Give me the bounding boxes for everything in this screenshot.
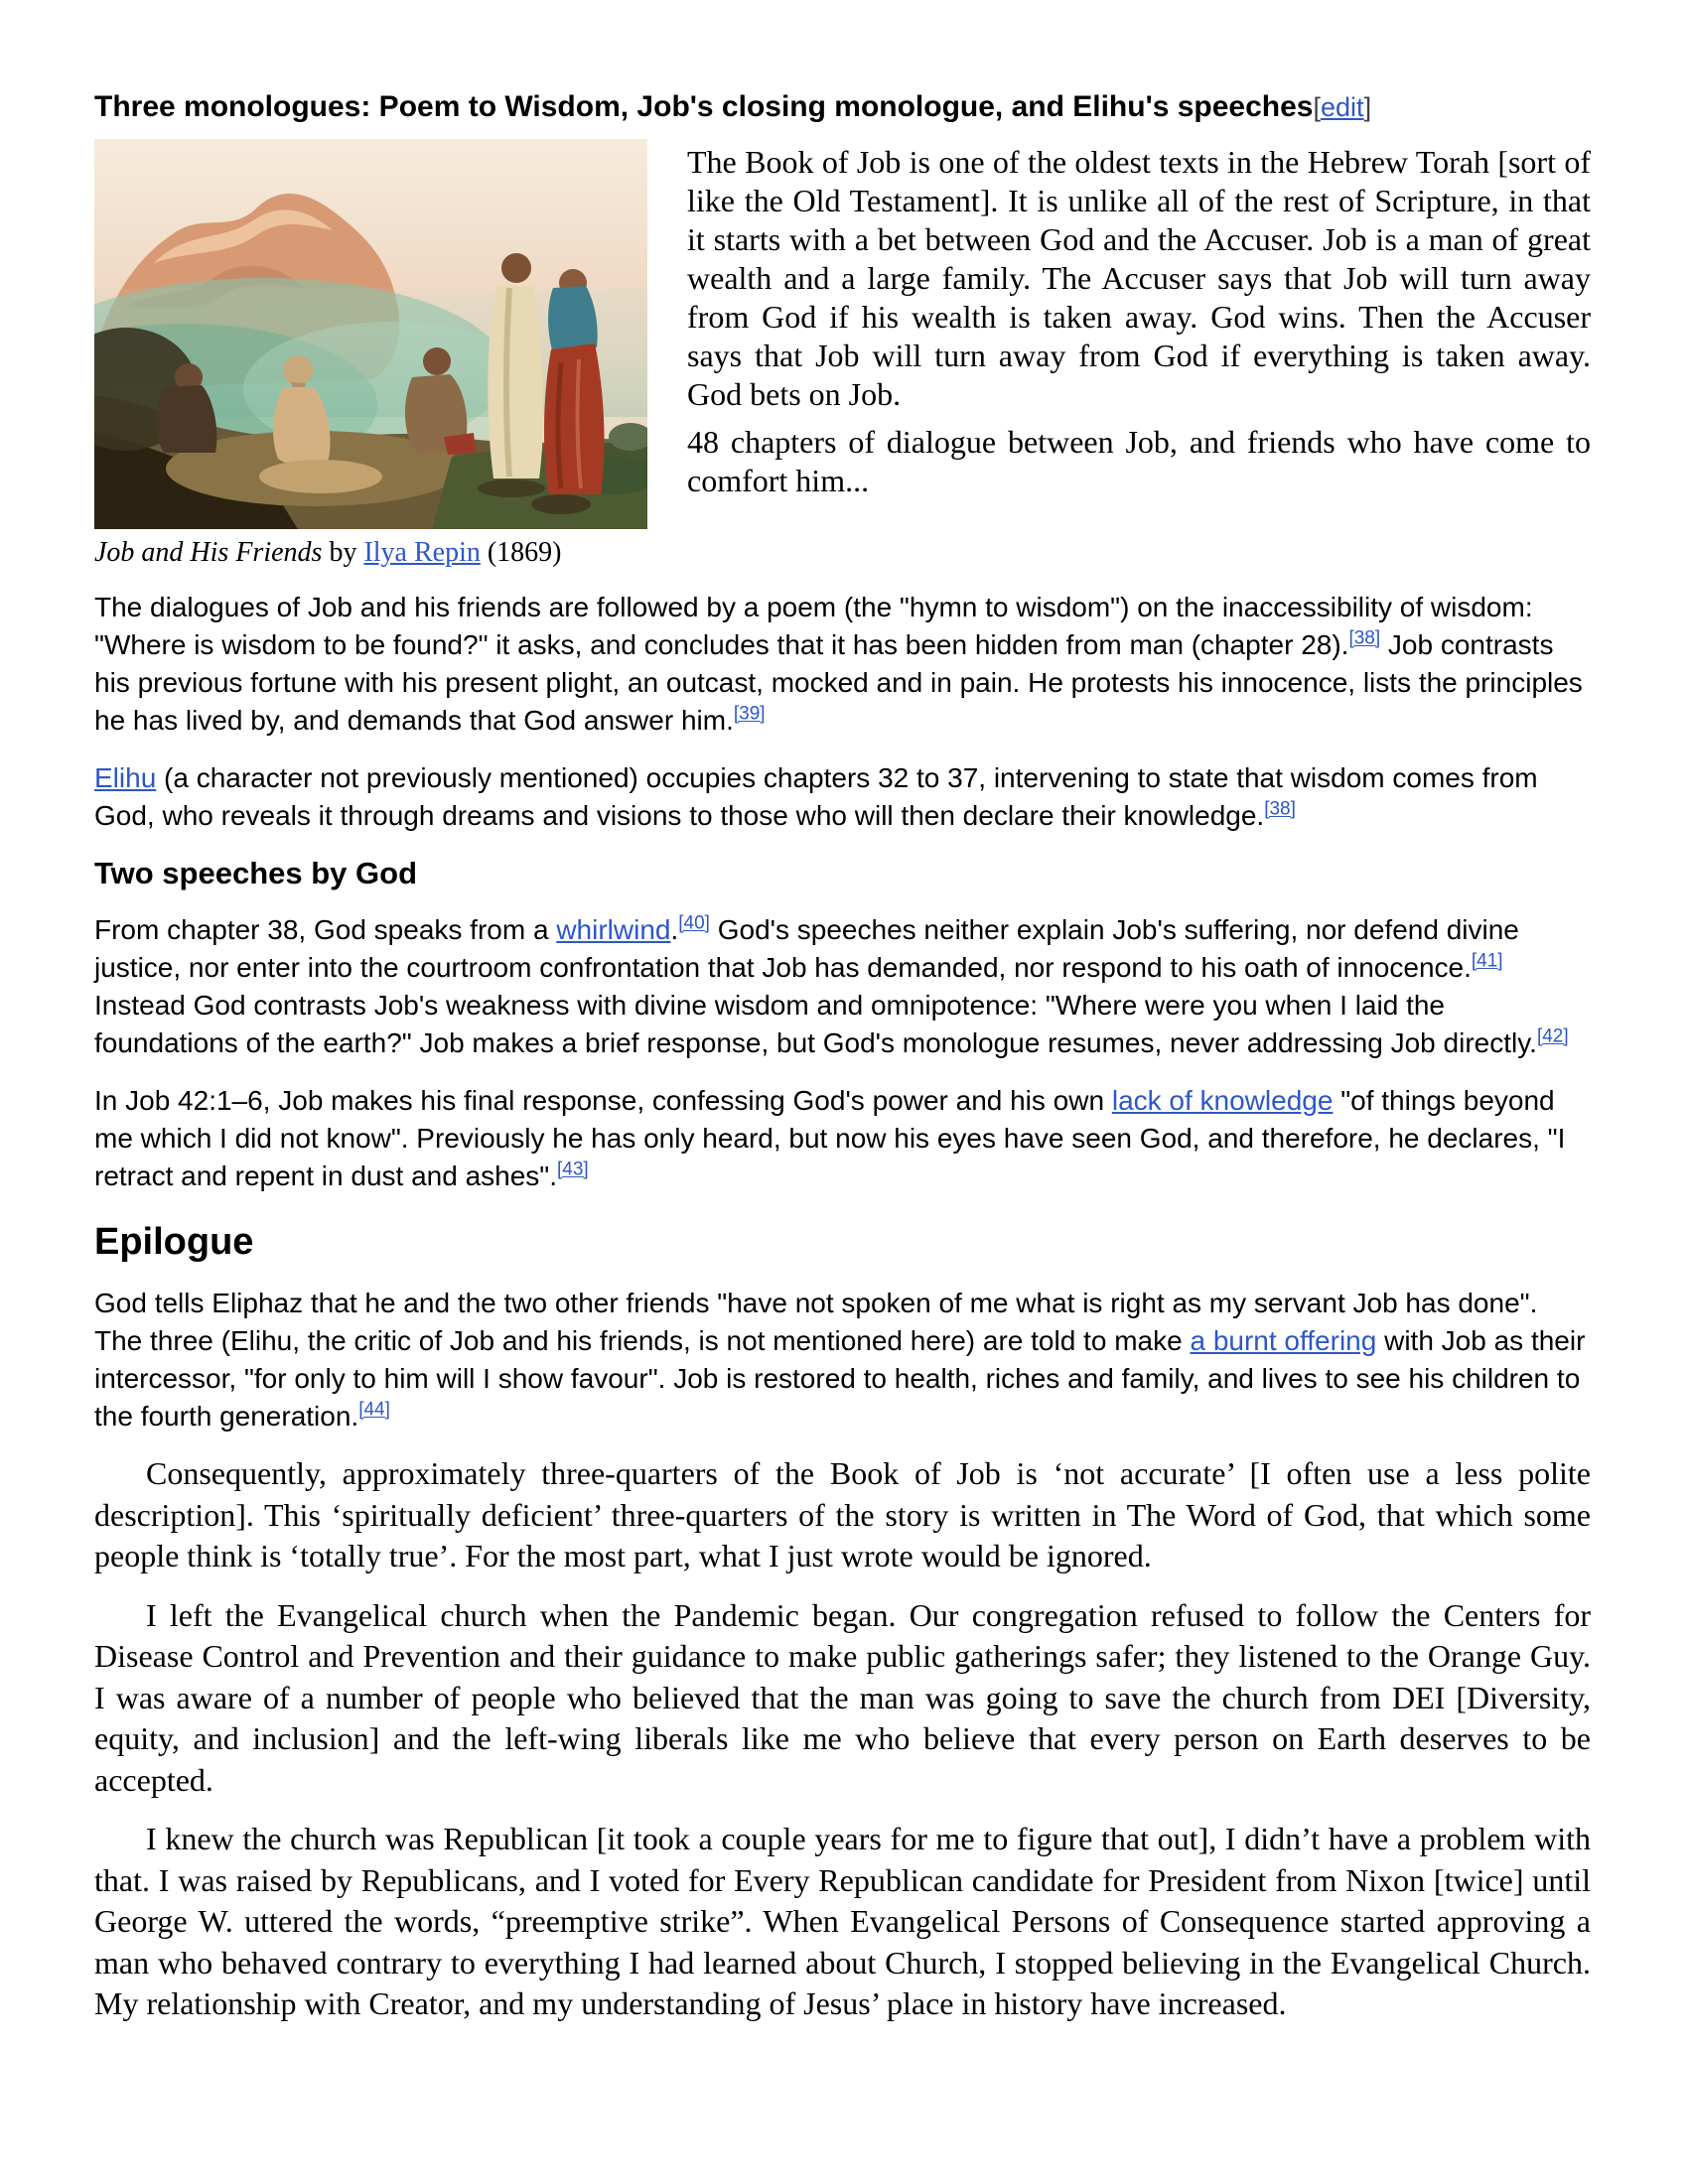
reference-link[interactable]: [38] <box>1264 798 1296 820</box>
reference-link[interactable]: [41] <box>1471 950 1503 972</box>
link-burnt-offering[interactable]: a burnt offering <box>1190 1325 1377 1356</box>
intro-paragraph-2: 48 chapters of dialogue between Job, and friends who have come to comfort him... <box>687 424 1591 498</box>
figure-and-intro-row <box>94 139 1591 569</box>
figure-caption: Job and His Friends by Ilya Repin (1869) <box>94 537 562 568</box>
reference-sup <box>1348 628 1380 649</box>
reference-sup <box>557 1160 589 1180</box>
paragraph-job-42: In Job 42:1–6, Job makes his final response, confessing God's power and his own lack of knowledge "of things beyond me which I did not know". Previously he has only heard, but now his eyes have seen God, and therefore, he declares, "I retract and repent in dust and ashes".[43] <box>94 1085 1566 1191</box>
commentary-paragraph-2: I left the Evangelical church when the Pandemic began. Our congregation refused to follow the Centers for Disease Control and Prevention and their guidance to make public gatherings safer; they listened to the Orange Guy. I was aware of a number of people who believed that the man was going to save the church from DEI [Diversity, equity, and inclusion] and the left-wing liberals like me who believe that every person on Earth deserves to be accepted. <box>94 1596 1591 1798</box>
reference-sup <box>1472 951 1503 972</box>
figure-job-painting <box>94 139 647 569</box>
edit-link[interactable]: edit <box>1321 92 1364 122</box>
paragraph-dialogues: The dialogues of Job and his friends are followed by a poem (the "hymn to wisdom") on the inaccessibility of wisdom: "Where is wisdom to be found?" it asks, and concludes that it has been hidden from man (chapter 28).[38] Job contrasts his previous fortune with his present plight, an outcast, mocked and in pain. He protests his innocence, lists the principles he has lived by, and demands that God answer him.[39] <box>94 592 1583 736</box>
section-heading-two-speeches: Two speeches by God <box>94 856 418 890</box>
reference-link[interactable]: [43] <box>557 1159 589 1180</box>
reference-sup <box>358 1400 390 1421</box>
section-heading-epilogue: Epilogue <box>94 1221 254 1263</box>
painting-job-and-his-friends <box>94 139 647 529</box>
reference-link[interactable]: [39] <box>733 703 766 725</box>
reference-link[interactable]: [40] <box>678 912 710 934</box>
link-lack-of-knowledge[interactable]: lack of knowledge <box>1111 1085 1334 1116</box>
italic-text: Job and His Friends <box>94 537 323 568</box>
edit-bracket-open: [ <box>1313 92 1322 122</box>
link-ilya-repin[interactable]: Ilya Repin <box>363 537 481 568</box>
reference-link[interactable]: [42] <box>1536 1025 1569 1047</box>
heading-text: Three monologues: Poem to Wisdom, Job's closing monologue, and Elihu's speeches <box>94 90 1314 123</box>
edit-bracket-close: ] <box>1363 92 1372 122</box>
link-elihu[interactable]: Elihu <box>94 762 157 793</box>
reference-sup <box>678 913 710 934</box>
paragraph-epilogue: God tells Eliphaz that he and the two other friends "have not spoken of me what is right as my servant Job has done". The three (Elihu, the critic of Job and his friends, is not mentioned here) are told to make a burnt offering with Job as their intercessor, "for only to him will I show favour". Job is restored to health, riches and family, and lives to see his children to the fourth generation.[44] <box>94 1288 1586 1432</box>
reference-sup <box>734 704 766 725</box>
reference-sup <box>1264 799 1296 820</box>
edit-section <box>1314 92 1372 122</box>
intro-paragraph-1: The Book of Job is one of the oldest texts in the Hebrew Torah [sort of like the Old Testament]. It is unlike all of the rest of Scripture, in that it starts with a bet between God and the Accuser. Job is a man of great wealth and a large family. The Accuser says that Job will turn away from God if his wealth is taken away. God wins. Then the Accuser says that Job will turn away from God if everything is taken away. God bets on Job. <box>687 144 1591 412</box>
paragraph-elihu: Elihu (a character not previously mentioned) occupies chapters 32 to 37, intervening to state that wisdom comes from God, who reveals it through dreams and visions to those who will then declare their knowledge.[38] <box>94 762 1538 831</box>
section-heading-three-monologues <box>94 89 1591 125</box>
paragraph-whirlwind: From chapter 38, God speaks from a whirlwind.[40] God's speeches neither explain Job's suffering, nor defend divine justice, nor enter into the courtroom confrontation that Job has demanded, nor respond to his oath of innocence.[41] Instead God contrasts Job's weakness with divine wisdom and omnipotence: "Where were you when I laid the foundations of the earth?" Job makes a brief response, but God's monologue resumes, never addressing Job directly.[42] <box>94 912 1569 1058</box>
reference-link[interactable]: [44] <box>358 1399 390 1421</box>
commentary-paragraph-1: Consequently, approximately three-quarters of the Book of Job is ‘not accurate’ [I often use a less polite description]. This ‘spiritually deficient’ three-quarters of the story is written in The Word of God, that which some people think is ‘totally true’. For the most part, what I just wrote would be ignored. <box>94 1455 1591 1573</box>
link-whirlwind[interactable]: whirlwind <box>556 914 671 945</box>
commentary-paragraph-3: I knew the church was Republican [it took a couple years for me to figure that out], I didn’t have a problem with that. I was raised by Republicans, and I voted for Every Republican candidate for President from Nixon [twice] until George W. uttered the words, “preemptive strike”. When Evangelical Persons of Consequence started approving a man who behaved contrary to everything I had learned about Church, I stopped believing in the Evangelical Church. My relationship with Creator, and my understanding of Jesus’ place in history have increased. <box>94 1821 1591 2021</box>
reference-sup <box>1537 1026 1569 1047</box>
intro-column <box>687 139 1591 569</box>
reference-link[interactable]: [38] <box>1348 627 1381 649</box>
